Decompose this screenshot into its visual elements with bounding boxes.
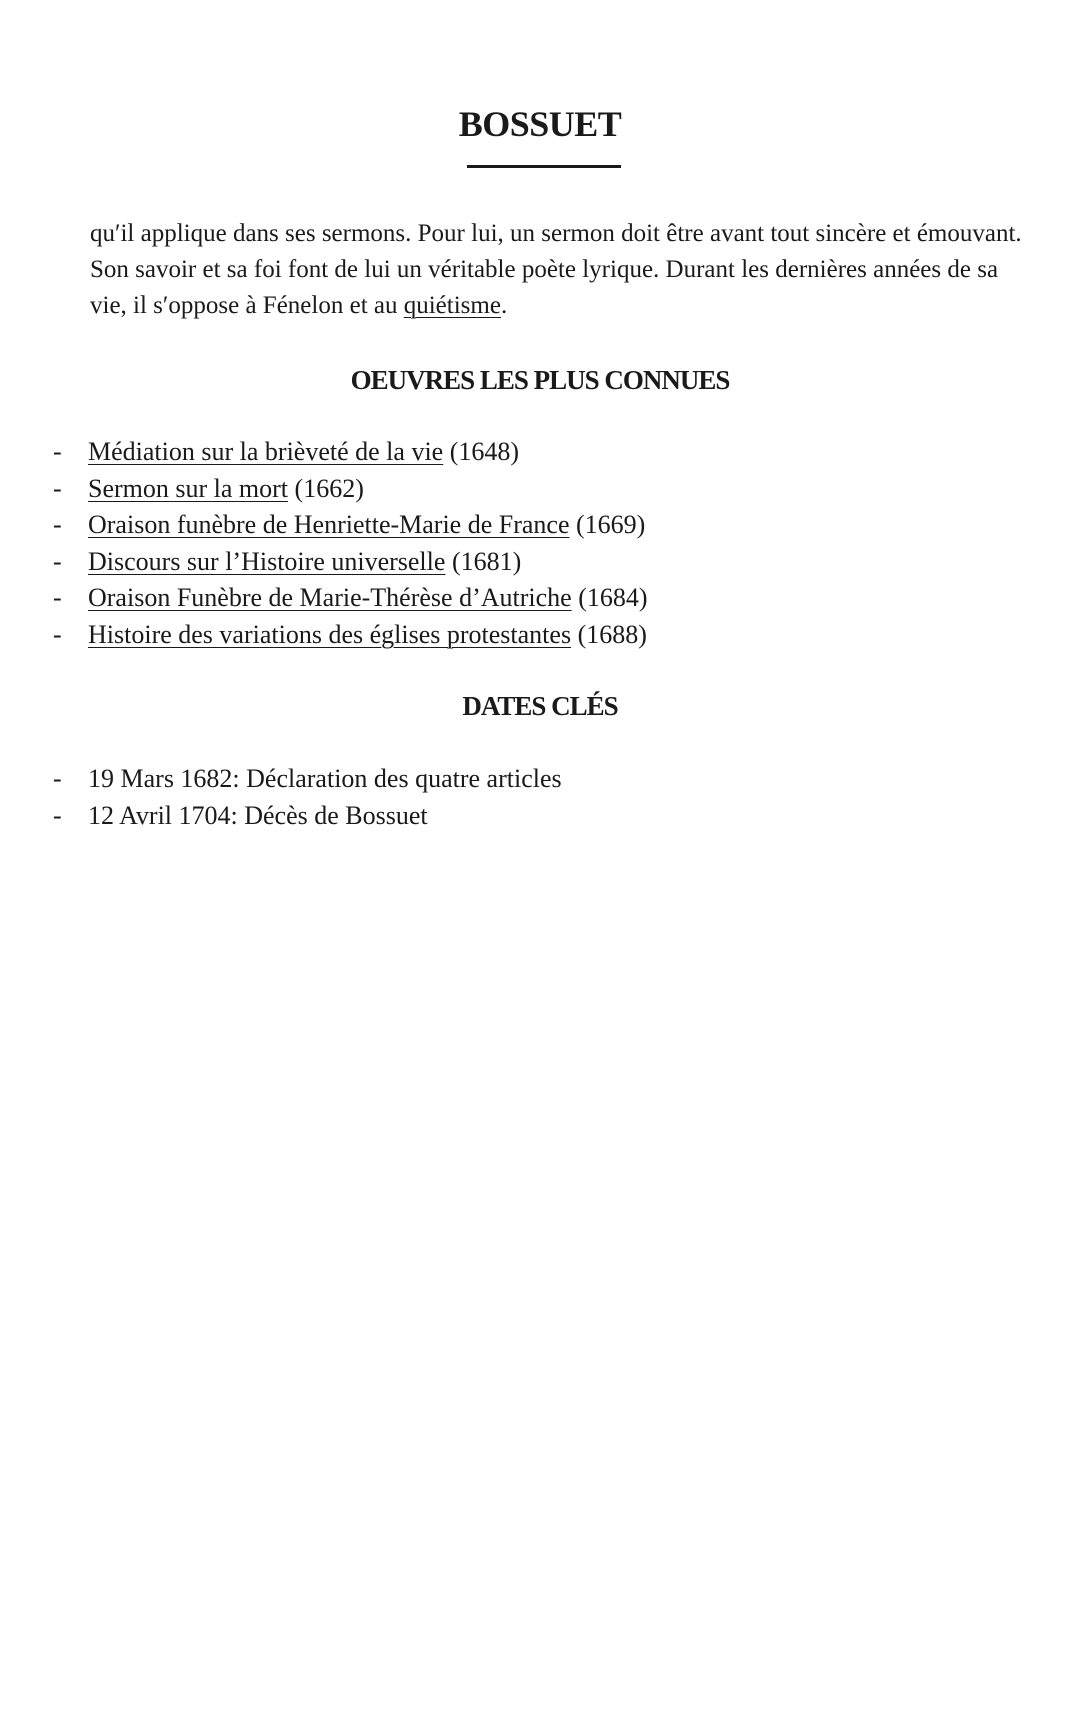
quietisme-link[interactable]: quiétisme bbox=[403, 292, 501, 319]
intro-paragraph bbox=[90, 216, 1030, 324]
work-title-link[interactable]: Discours sur l’Histoire universelle bbox=[88, 546, 446, 576]
list-item bbox=[0, 580, 1080, 617]
list-item bbox=[0, 544, 1080, 581]
work-year: (1681) bbox=[451, 546, 522, 576]
bullet-dash: - bbox=[53, 546, 62, 576]
work-title-link[interactable]: Oraison Funèbre de Marie-Thérèse d’Autriche bbox=[88, 583, 572, 612]
list-item bbox=[0, 617, 1080, 654]
dates-list bbox=[0, 761, 1080, 834]
work-year: (1648) bbox=[449, 437, 520, 466]
work-title-link[interactable]: Histoire des variations des églises protestantes bbox=[88, 619, 572, 649]
bullet-dash: - bbox=[53, 764, 62, 793]
bullet-dash: - bbox=[53, 583, 62, 612]
list-item bbox=[0, 471, 1080, 508]
date-entry: 12 Avril 1704: Décès de Bossuet bbox=[88, 800, 428, 830]
intro-end: . bbox=[500, 292, 508, 319]
bullet-dash: - bbox=[53, 619, 62, 649]
work-title-link[interactable]: Oraison funèbre de Henriette-Marie de France bbox=[88, 510, 570, 539]
works-list bbox=[0, 434, 1080, 653]
work-title-link[interactable]: Sermon sur la mort bbox=[88, 473, 289, 503]
page-title: BOSSUET bbox=[458, 104, 622, 144]
list-item bbox=[0, 507, 1080, 544]
work-year: (1688) bbox=[577, 619, 647, 649]
date-entry: 19 Mars 1682: Déclaration des quatre articles bbox=[88, 764, 562, 793]
bullet-dash: - bbox=[53, 800, 62, 830]
list-item bbox=[0, 798, 1080, 835]
list-item bbox=[0, 761, 1080, 798]
bullet-dash: - bbox=[53, 473, 62, 503]
intro-text: qu′il applique dans ses sermons. Pour lui, un sermon doit être avant tout sincère et émouvant. Son savoir et sa foi font de lui un véritable poète lyrique. Durant les dernières années de sa vie, il s′oppose à Fénelon et au bbox=[90, 220, 1022, 319]
list-item bbox=[0, 434, 1080, 471]
work-year: (1662) bbox=[294, 473, 364, 503]
work-year: (1669) bbox=[576, 510, 646, 539]
work-year: (1684) bbox=[578, 583, 648, 612]
bullet-dash: - bbox=[53, 510, 62, 539]
work-title-link[interactable]: Médiation sur la brièveté de la vie bbox=[88, 437, 444, 466]
works-heading: OEUVRES LES PLUS CONNUES bbox=[350, 365, 730, 395]
bullet-dash: - bbox=[53, 437, 62, 466]
dates-heading: DATES CLÉS bbox=[462, 691, 618, 721]
title-underline bbox=[467, 165, 621, 168]
